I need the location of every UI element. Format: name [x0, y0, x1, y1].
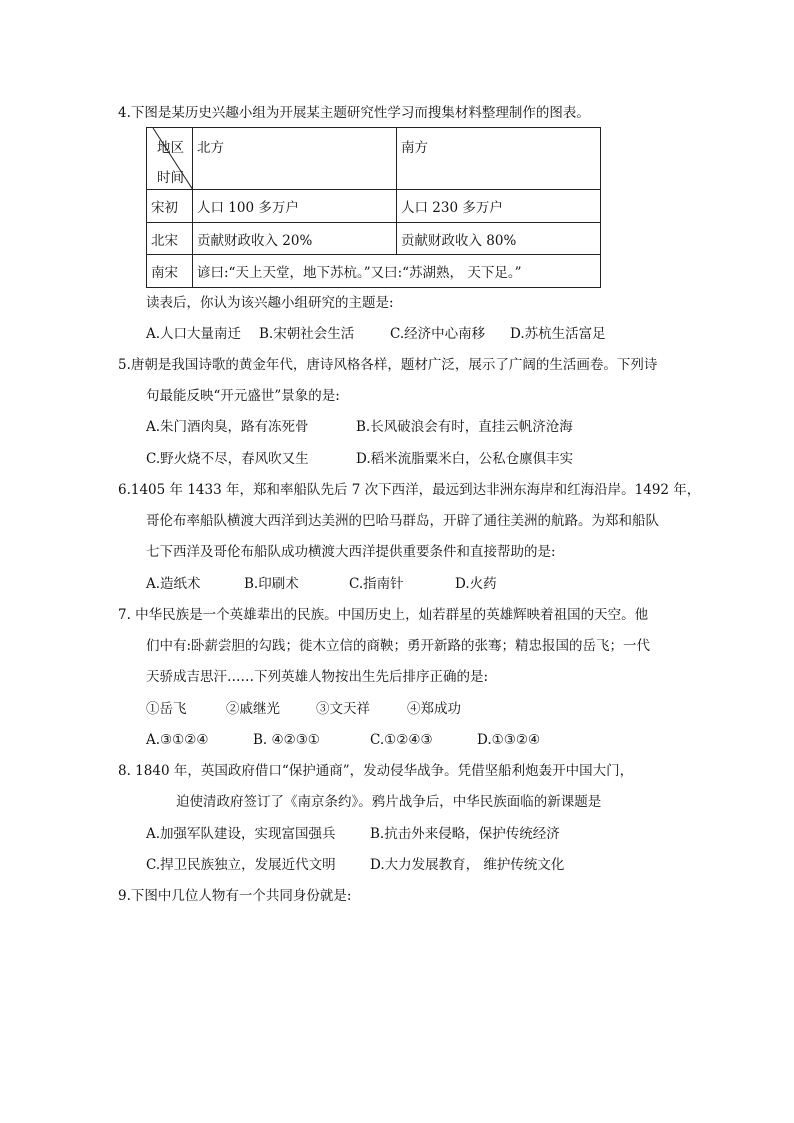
q4-option-a[interactable]: A.人口大量南迁 — [146, 326, 242, 342]
row-time: 北宋 — [147, 223, 193, 255]
table-row — [147, 223, 601, 255]
corner-label-time: 时间 — [157, 170, 184, 186]
table-row — [147, 190, 601, 223]
q4-option-c[interactable]: C.经济中心南移 — [390, 326, 486, 342]
q5-option-b[interactable]: B.长风破浪会有时，直挂云帆济沧海 — [356, 419, 573, 435]
col-header-south: 南方 — [397, 128, 601, 190]
q4-option-d[interactable]: D.苏杭生活富足 — [510, 326, 606, 342]
q4-option-b[interactable]: B.宋朝社会生活 — [259, 326, 355, 342]
q7-option-c[interactable]: C.①②④③ — [370, 732, 433, 748]
q7-line-3: 天骄成吉思汗……下列英雄人物按出生先后排序正确的是: — [146, 669, 489, 685]
col-header-north: 北方 — [193, 128, 397, 190]
q6-line-3: 七下西洋及哥伦布船队成功横渡大西洋提供重要条件和直接帮助的是: — [146, 544, 556, 560]
q5-option-c[interactable]: C.野火烧不尽，春风吹又生 — [146, 451, 309, 467]
table-row — [147, 255, 601, 288]
q4-table — [146, 127, 601, 288]
q4-after-text: 读表后，你认为该兴趣小组研究的主题是: — [146, 295, 394, 311]
q6-option-b[interactable]: B.印刷术 — [244, 576, 299, 592]
q7-person-1: ①岳飞 — [146, 701, 187, 717]
cell-south: 贡献财政收入 80% — [397, 223, 601, 255]
q8-option-d[interactable]: D.大力发展教育， 维护传统文化 — [370, 857, 565, 873]
q6-option-d[interactable]: D.火药 — [455, 576, 497, 592]
q5-option-a[interactable]: A.朱门酒肉臭，路有冻死骨 — [146, 419, 309, 435]
q7-person-4: ④郑成功 — [407, 701, 461, 717]
q9-stem: 9.下图中几位人物有一个共同身份就是: — [118, 888, 352, 904]
q5-option-d[interactable]: D.稻米流脂粟米白，公私仓廪俱丰实 — [356, 451, 574, 467]
q4-stem: 4.下图是某历史兴趣小组为开展某主题研究性学习而搜集材料整理制作的图表。 — [118, 105, 590, 121]
cell-north: 人口 100 多万户 — [193, 190, 397, 223]
q7-option-b[interactable]: B. ④②③① — [253, 732, 320, 748]
row-time: 南宋 — [147, 255, 193, 288]
q7-line-1: 7. 中华民族是一个英雄辈出的民族。中国历史上，灿若群星的英雄辉映着祖国的天空。他 — [118, 607, 649, 623]
q6-option-a[interactable]: A.造纸术 — [146, 576, 201, 592]
q8-option-b[interactable]: B.抗击外来侵略，保护传统经济 — [370, 826, 560, 842]
q6-line-2: 哥伦布率船队横渡大西洋到达美洲的巴哈马群岛，开辟了通往美洲的航路。为郑和船队 — [146, 513, 659, 529]
corner-label-region: 地区 — [157, 140, 184, 156]
q7-option-a[interactable]: A.③①②④ — [146, 732, 209, 748]
table-corner-cell — [147, 128, 193, 190]
q8-option-c[interactable]: C.捍卫民族独立，发展近代文明 — [146, 857, 336, 873]
row-time: 宋初 — [147, 190, 193, 223]
q6-line-1: 6.1405 年 1433 年，郑和率船队先后 7 次下西洋，最远到达非洲东海岸和红海沿岸。1492 年， — [118, 482, 701, 498]
q8-line-2: 迫使清政府签订了《南京条约》。鸦片战争后，中华民族面临的新课题是 — [176, 794, 602, 810]
q7-line-2: 们中有:卧薪尝胆的勾践；徙木立信的商鞅；勇开新路的张骞；精忠报国的岳飞；一代 — [146, 638, 651, 654]
cell-south: 人口 230 多万户 — [397, 190, 601, 223]
q5-line-2: 句最能反映“开元盛世”景象的是: — [146, 388, 340, 404]
cell-north: 贡献财政收入 20% — [193, 223, 397, 255]
q6-option-c[interactable]: C.指南针 — [349, 576, 404, 592]
cell-proverb: 谚曰:“天上天堂，地下苏杭。”又曰:“苏湖熟， 天下足。” — [193, 255, 601, 288]
q7-person-2: ②戚继光 — [226, 701, 280, 717]
q5-line-1: 5.唐朝是我国诗歌的黄金年代，唐诗风格各样，题材广泛，展示了广阔的生活画卷。下列诗 — [118, 357, 658, 373]
q8-option-a[interactable]: A.加强军队建设，实现富国强兵 — [146, 826, 336, 842]
q7-person-3: ③文天祥 — [316, 701, 370, 717]
q8-line-1: 8. 1840 年，英国政府借口“保护通商”，发动侵华战争。凭借坚船利炮轰开中国大门， — [118, 763, 634, 779]
q7-option-d[interactable]: D.①③②④ — [477, 732, 541, 748]
